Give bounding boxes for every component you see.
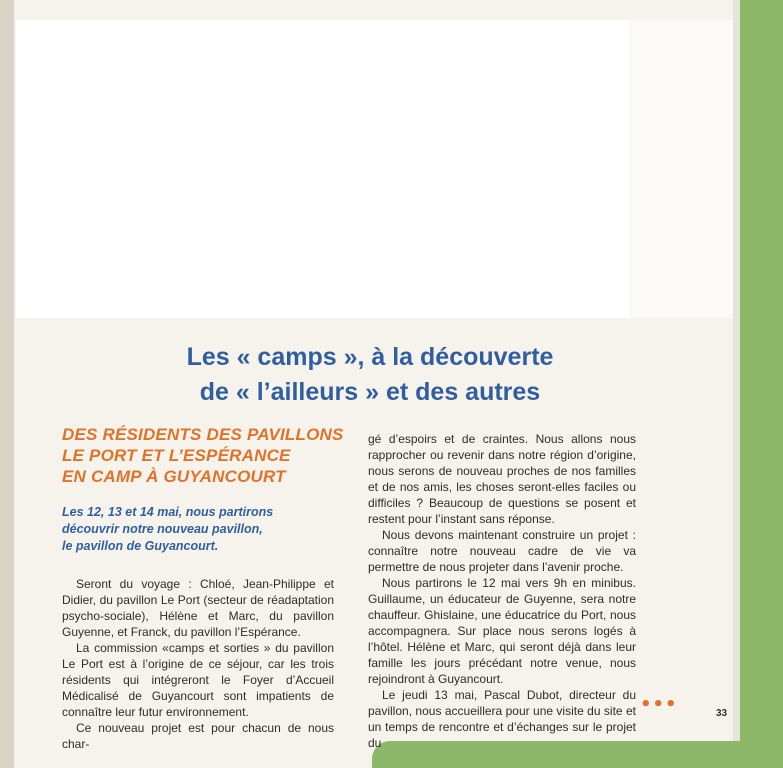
body-paragraph: Nous partirons le 12 mai vers 9h en minibus. Guillaume, un éducateur de Guyenne, sera notre chauffeur. Ghislaine, une éducatrice du Port, nous accompagnera. Sur place nous serons logés à l’hôtel. Hélène et Marc, qui seront déjà dans leur famille les jours précédant notre venue, nous rejoindront à Guyancourt. (368, 576, 636, 686)
page-number: 33 (716, 708, 728, 719)
left-column (62, 576, 334, 752)
title-line-2: de « l’ailleurs » et des autres (199, 378, 541, 406)
lead-paragraph (62, 504, 352, 555)
photo-placeholder (16, 20, 629, 318)
body-paragraph: gé d’espoirs et de craintes. Nous allons nous rapprocher ou revenir dans notre région d’origine, nous serons de nouveau proches de nos familles et de nos amis, les choses seront-elles faciles ou difficiles ? Beaucoup de questions se posent et restent pour l’instant sans réponse. (368, 432, 636, 526)
subhead-line: EN CAMP À GUYANCOURT (62, 467, 286, 486)
photo-margin (629, 20, 733, 318)
page-gutter (0, 0, 14, 768)
article-title (60, 340, 680, 410)
body-paragraph: Ce nouveau projet est pour chacun de nous char- (62, 721, 334, 751)
lead-line: le pavillon de Guyancourt. (62, 539, 219, 553)
subhead-line: LE PORT ET L’ESPÉRANCE (62, 446, 291, 465)
title-line-1: Les « camps », à la découverte (186, 343, 554, 371)
subhead-line: DES RÉSIDENTS DES PAVILLONS (62, 425, 344, 444)
body-paragraph: Seront du voyage : Chloé, Jean-Philippe et Didier, du pavillon Le Port (secteur de réadaptation psycho-sociale), Hélène et Marc, du pavillon Guyenne, et Franck, du pavillon l’Espérance. (62, 577, 334, 639)
body-paragraph: Nous devons maintenant construire un projet : connaître notre nouveau cadre de vie va permettre de nous projeter dans l’avenir proche. (368, 528, 636, 574)
right-column (368, 431, 636, 751)
green-side-band (740, 0, 783, 768)
lead-line: Les 12, 13 et 14 mai, nous partirons (62, 505, 274, 519)
continue-dots-icon: ••• (640, 694, 678, 715)
body-paragraph: Le jeudi 13 mai, Pascal Dubot, directeur du pavillon, nous accueillera pour une visite du site et un temps de rencontre et d’échanges sur le projet du (368, 688, 636, 750)
article-subheading (62, 424, 362, 487)
lead-line: découvrir notre nouveau pavillon, (62, 522, 263, 536)
body-paragraph: La commission «camps et sorties » du pavillon Le Port est à l’origine de ce séjour, car les trois résidents qui intégreront le Foyer d’Accueil Médicalisé de Guyancourt sont impatients de connaître leur futur environnement. (62, 641, 334, 719)
